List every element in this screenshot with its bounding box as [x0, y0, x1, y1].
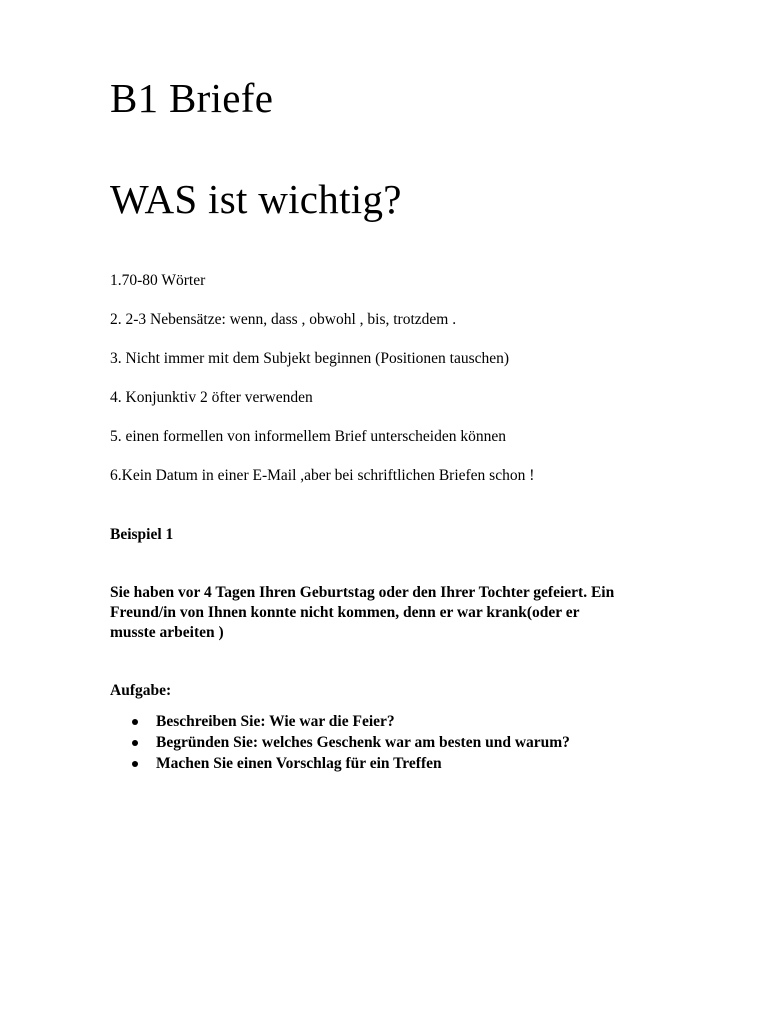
point-5: 5. einen formellen von informellem Brief unterscheiden können — [110, 428, 506, 445]
task-text-1: Beschreiben Sie: Wie war die Feier? — [156, 713, 395, 730]
task-text-2: Begründen Sie: welches Geschenk war am besten und warum? — [156, 734, 570, 751]
task-text-3: Machen Sie einen Vorschlag für ein Treffen — [156, 755, 442, 772]
bullet-icon — [132, 761, 138, 767]
task-list — [110, 711, 570, 774]
point-6: 6.Kein Datum in einer E-Mail ,aber bei schriftlichen Briefen schon ! — [110, 467, 535, 484]
bullet-icon — [132, 719, 138, 725]
scenario-line-2: Freund/in von Ihnen konnte nicht kommen, denn er war krank(oder er — [110, 604, 580, 621]
example-label: Beispiel 1 — [110, 526, 174, 543]
task-item-3 — [110, 753, 570, 774]
point-4: 4. Konjunktiv 2 öfter verwenden — [110, 389, 313, 406]
scenario-line-3: musste arbeiten ) — [110, 624, 224, 641]
point-1: 1.70-80 Wörter — [110, 272, 206, 289]
point-2: 2. 2-3 Nebensätze: wenn, dass , obwohl , bis, trotzdem . — [110, 311, 457, 328]
bullet-icon — [132, 740, 138, 746]
task-item-1 — [110, 711, 570, 732]
point-3: 3. Nicht immer mit dem Subjekt beginnen (Positionen tauschen) — [110, 350, 510, 367]
task-item-2 — [110, 732, 570, 753]
document-title: B1 Briefe — [110, 75, 274, 121]
section-heading: WAS ist wichtig? — [110, 176, 402, 222]
scenario-text — [110, 583, 720, 643]
task-label: Aufgabe: — [110, 682, 172, 699]
scenario-line-1: Sie haben vor 4 Tagen Ihren Geburtstag oder den Ihrer Tochter gefeiert. Ein — [110, 584, 615, 601]
